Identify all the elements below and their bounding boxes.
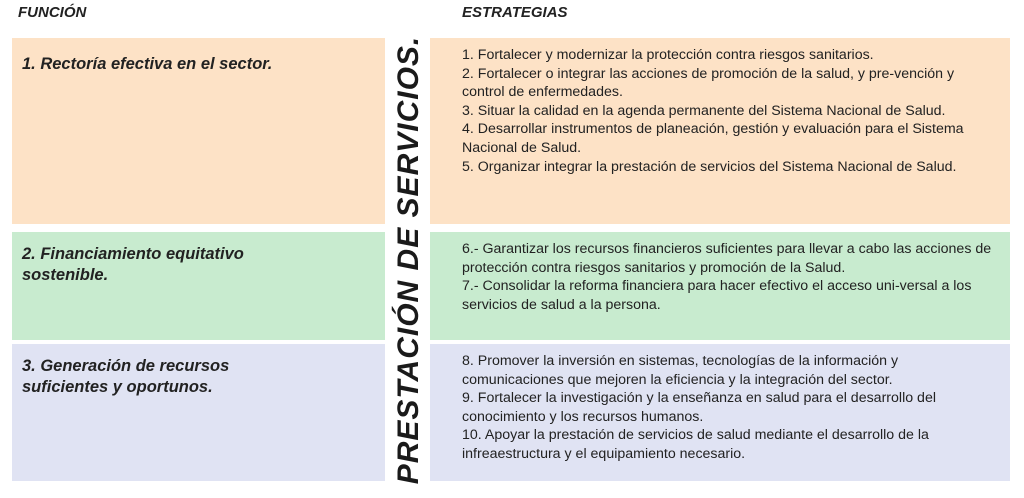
funcion-header: FUNCIÓN bbox=[18, 4, 87, 21]
estrategia-9: 9. Fortalecer la investigación y la enseñanza en salud para el desarrollo del conocimiento y los recursos humanos. bbox=[462, 390, 936, 425]
funcion-title-1: 1. Rectoría efectiva en el sector. bbox=[22, 55, 273, 73]
estrategia-7: 7.- Consolidar la reforma financiera para hacer efectivo el acceso uni-versal a los servicios de salud a la persona. bbox=[462, 278, 972, 313]
estrategia-10: 10. Apoyar la prestación de servicios de salud mediante el desarrollo de la infreaestructura y el equipamiento necesario. bbox=[462, 427, 929, 462]
estrategia-5: 5. Organizar integrar la prestación de servicios del Sistema Nacional de Salud. bbox=[462, 158, 957, 175]
estrategias-cell-3 bbox=[430, 344, 1010, 481]
funcion-title-3: 3. Generación de recursos suficientes y oportunos. bbox=[22, 357, 230, 396]
estrategias-cell-1 bbox=[430, 38, 1010, 224]
funcion-cell-3 bbox=[12, 344, 385, 481]
prestacion-servicios-label: PRESTACIÓN DE SERVICIOS. bbox=[392, 35, 425, 484]
estrategia-3: 3. Situar la calidad en la agenda permanente del Sistema Nacional de Salud. bbox=[462, 102, 946, 119]
estrategia-1: 1. Fortalecer y modernizar la protección contra riesgos sanitarios. bbox=[462, 47, 874, 63]
estrategia-6: 6.- Garantizar los recursos financieros suficientes para llevar a cabo las acciones de protección contra riesgos sanitarios y promoción de la Salud. bbox=[462, 241, 992, 276]
vertical-label-container bbox=[388, 35, 430, 484]
estrategia-2: 2. Fortalecer o integrar las acciones de promoción de la salud, y pre-vención y control de enfermedades. bbox=[462, 65, 955, 101]
estrategia-8: 8. Promover la inversión en sistemas, tecnologías de la información y comunicaciones que mejoren la eficiencia y la integración del sector. bbox=[462, 353, 899, 388]
estrategias-cell-2 bbox=[430, 232, 1010, 340]
funcion-cell-1 bbox=[12, 38, 385, 224]
estrategia-4: 4. Desarrollar instrumentos de planeación, gestión y evaluación para el Sistema Nacional de Salud. bbox=[462, 121, 964, 156]
funcion-cell-2 bbox=[12, 232, 385, 340]
estrategias-header: ESTRATEGIAS bbox=[462, 4, 568, 21]
funcion-title-2: 2. Financiamiento equitativo sostenible. bbox=[22, 245, 244, 284]
